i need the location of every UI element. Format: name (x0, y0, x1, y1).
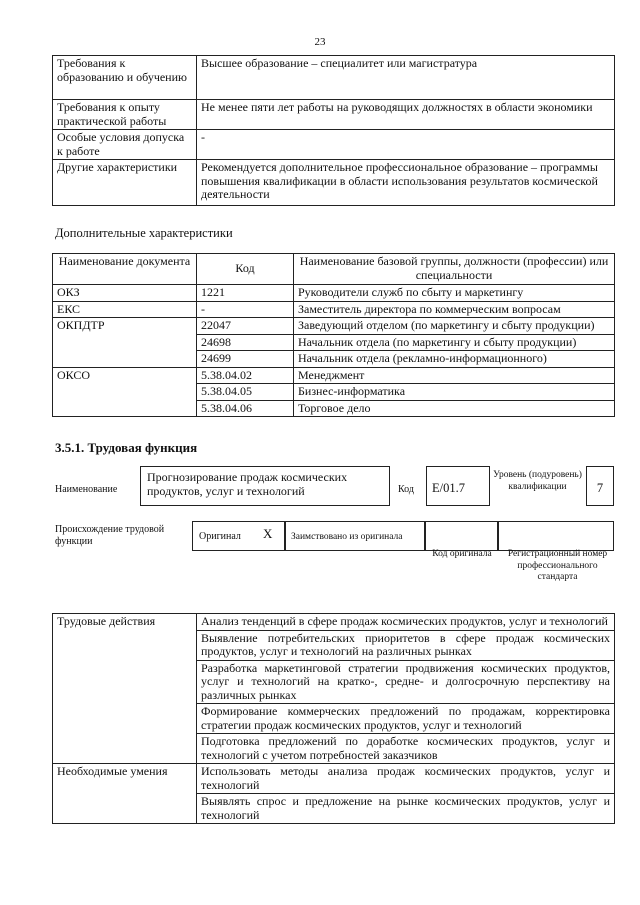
reg-number-label: Регистрационный номер профессионального стандарта (507, 549, 608, 582)
table-row (53, 301, 615, 318)
actions-label: Трудовые действия (53, 614, 197, 764)
table-row (53, 285, 615, 302)
code-label: Код (398, 484, 414, 495)
row-code: 5.38.04.05 (197, 384, 294, 401)
requirement-value: Рекомендуется дополнительное профессиональное образование – программы повышения квалификации в области использования результатов космической деятельности (197, 160, 615, 206)
table-row (53, 764, 615, 794)
original-box (192, 521, 285, 551)
borrowed-label: Заимствовано из оригинала (291, 532, 403, 542)
requirement-value: Не менее пяти лет работы на руководящих должностях в области экономики (197, 100, 615, 130)
requirement-value: - (197, 130, 615, 160)
requirement-label: Другие характеристики (53, 160, 197, 206)
row-doc: ЕКС (53, 301, 197, 318)
header-code: Код (197, 254, 294, 285)
row-name: Менеджмент (294, 367, 615, 384)
name-label: Наименование (55, 484, 118, 495)
table-row (53, 56, 615, 100)
action-item: Подготовка предложений по доработке космических продуктов, услуг и технологий с учетом потребностей заказчиков (197, 734, 615, 764)
row-doc: ОКСО (53, 367, 197, 417)
row-name: Торговое дело (294, 400, 615, 417)
row-name: Бизнес-информатика (294, 384, 615, 401)
function-heading: 3.5.1. Трудовая функция (55, 440, 198, 455)
row-code: 5.38.04.06 (197, 400, 294, 417)
origin-label: Происхождение трудовой функции (55, 524, 165, 547)
skills-label: Необходимые умения (53, 764, 197, 824)
row-name: Заместитель директора по коммерческим вопросам (294, 301, 615, 318)
code-original-label: Код оригинала (432, 549, 492, 559)
code-original-box (425, 521, 498, 551)
requirements-table (52, 55, 615, 206)
row-name: Заведующий отделом (по маркетингу и сбыту продукции) (294, 318, 615, 335)
row-name: Руководители служб по сбыту и маркетингу (294, 285, 615, 302)
action-item: Анализ тенденций в сфере продаж космических продуктов, услуг и технологий (197, 614, 615, 631)
actions-table (52, 613, 615, 824)
row-name: Начальник отдела (по маркетингу и сбыту продукции) (294, 334, 615, 351)
page-number: 23 (314, 36, 326, 48)
requirement-label: Требования к образованию и обучению (53, 56, 197, 100)
function-level-box: 7 (586, 466, 614, 506)
action-item: Формирование коммерческих предложений по продажам, корректировка стратегии продаж космических продуктов, услуг и технологий (197, 704, 615, 734)
original-label: Оригинал (199, 531, 241, 542)
header-document: Наименование документа (53, 254, 197, 285)
row-code: 5.38.04.02 (197, 367, 294, 384)
additional-table (52, 253, 615, 417)
row-code: 24698 (197, 334, 294, 351)
row-name: Начальник отдела (рекламно-информационного) (294, 351, 615, 368)
table-row (53, 367, 615, 384)
action-item: Разработка маркетинговой стратегии продвижения космических продуктов, услуг и технологий на кратко-, средне- и долгосрочную перспективу на различных рынках (197, 660, 615, 704)
borrowed-box (285, 521, 425, 551)
level-label: Уровень (подуровень) квалификации (493, 470, 582, 492)
requirement-label: Требования к опыту практической работы (53, 100, 197, 130)
table-row (53, 614, 615, 631)
skill-item: Использовать методы анализа продаж космических продуктов, услуг и технологий (197, 764, 615, 794)
function-code-box: E/01.7 (426, 466, 490, 506)
table-row (53, 130, 615, 160)
reg-number-box (498, 521, 614, 551)
additional-title: Дополнительные характеристики (55, 226, 233, 240)
action-item: Выявление потребительских приоритетов в сфере продаж космических продуктов, услуг и технологий на различных рынках (197, 630, 615, 660)
table-row (53, 160, 615, 206)
table-row (53, 100, 615, 130)
skill-item: Выявлять спрос и предложение на рынке космических продуктов, услуг и технологий (197, 794, 615, 824)
requirement-value: Высшее образование – специалитет или магистратура (197, 56, 615, 100)
function-name-box: Прогнозирование продаж космических продуктов, услуг и технологий (140, 466, 390, 506)
requirement-label: Особые условия допуска к работе (53, 130, 197, 160)
row-code: 24699 (197, 351, 294, 368)
table-row (53, 318, 615, 335)
row-code: 22047 (197, 318, 294, 335)
row-doc: ОКПДТР (53, 318, 197, 368)
original-mark: X (263, 526, 273, 541)
table-header-row (53, 254, 615, 285)
row-doc: ОКЗ (53, 285, 197, 302)
header-name: Наименование базовой группы, должности (профессии) или специальности (294, 254, 615, 285)
row-code: - (197, 301, 294, 318)
row-code: 1221 (197, 285, 294, 302)
